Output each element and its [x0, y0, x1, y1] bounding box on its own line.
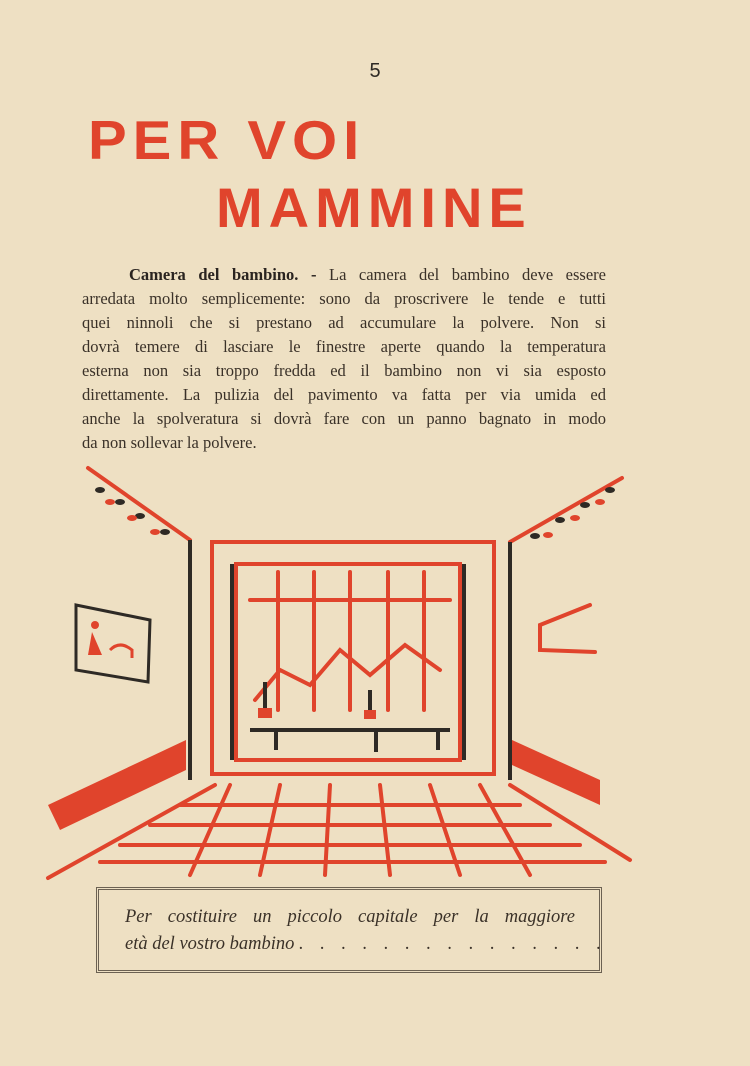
paragraph-line: quei ninnoli che si prestano ad accumulare la polvere. Non si: [82, 313, 606, 332]
wall-picture: [76, 605, 150, 682]
paragraph-line: direttamente. La pulizia del pavimento va fatta per via umida ed: [82, 385, 606, 404]
title-line-1: PER VOI: [88, 109, 366, 172]
paragraph-line: anche la spolveratura si dovrà fare con un panno bagnato in modo: [82, 409, 606, 428]
section-heading: Camera del bambino.: [129, 265, 299, 284]
paragraph-line: [82, 263, 606, 287]
note-text: età del vostro bambino: [125, 934, 295, 954]
paragraph-line: esterna non sia troppo fredda ed il bambino non vi sia esposto: [82, 361, 606, 380]
note-line-1: Per costituire un piccolo capitale per la maggiore: [125, 907, 575, 927]
paragraph-line: arredata molto semplicemente: sono da proscrivere le tende e tutti: [82, 289, 606, 308]
title-line-2: MAMMINE: [216, 176, 532, 239]
body-paragraph: [82, 263, 606, 455]
dot-leader: . . . . . . . . . . . . . . .: [299, 934, 608, 954]
paragraph-line: da non sollevar la polvere.: [82, 433, 257, 452]
paragraph-line: dovrà temere di lasciare le finestre aperte quando la temperatura: [82, 337, 606, 356]
room-illustration: [40, 460, 640, 890]
heading-dash: -: [298, 265, 329, 284]
note-line-2: [125, 931, 608, 958]
line-text: La camera del bambino deve essere: [328, 265, 606, 284]
boxed-note: [96, 887, 608, 973]
page-number: 5: [369, 60, 381, 82]
